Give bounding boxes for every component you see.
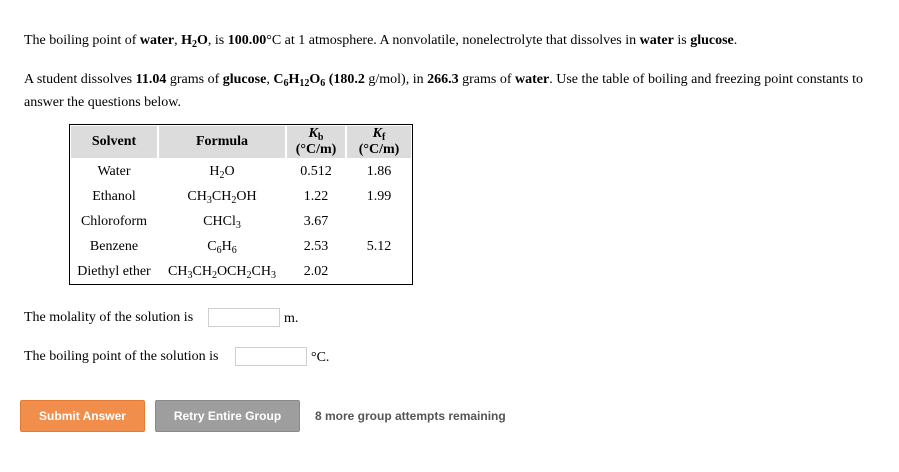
table-row (70, 209, 412, 234)
kf-value: 1.99 (366, 188, 392, 204)
glucose-formula: $C_6H_{12}O_6$ (180.2 (273, 72, 365, 89)
table-row (70, 259, 412, 284)
solvent-formula: $CH_3CH_2OH$ (187, 188, 257, 206)
submit-answer-button[interactable]: Submit Answer (20, 400, 145, 432)
kb-value: 3.67 (303, 213, 329, 229)
kf-value (346, 259, 412, 284)
table-header-row (70, 125, 412, 159)
molality-unit: m. (284, 311, 299, 326)
kf-value: 1.86 (366, 163, 392, 179)
kb-value: 2.53 (303, 238, 329, 254)
retry-group-button[interactable]: Retry Entire Group (155, 400, 300, 432)
boiling-point-unit: °C. (311, 350, 330, 365)
kb-value: 2.02 (303, 263, 329, 279)
header-kb: $K_b$ (°C/m) (286, 125, 346, 159)
molality-input[interactable] (208, 308, 280, 327)
solvent-name: Ethanol (92, 188, 136, 204)
water-formula: $H_2O$ (181, 33, 208, 50)
solute-mass: 11.04 (135, 72, 167, 87)
boiling-point-input[interactable] (235, 347, 307, 366)
table-row (70, 184, 412, 209)
header-kf: $K_f$ (°C/m) (346, 125, 412, 159)
solute-name: glucose (690, 33, 734, 48)
solvent-formula: CHCl$_3$ (203, 213, 241, 231)
header-formula: Formula (158, 125, 286, 159)
molality-question (24, 308, 299, 328)
solvent-name: Water (97, 163, 131, 179)
solvent-formula: $CH_3CH_2OCH_2CH_3$ (168, 263, 276, 281)
kb-value: 1.22 (303, 188, 329, 204)
solvent-name: Diethyl ether (77, 263, 151, 279)
table-row (70, 234, 412, 259)
question-intro: The boiling point of water, $H_2O$, is 100.00°C at 1 atmosphere. A nonvolatile, nonelectrolyte that dissolves in water is glucose. (24, 33, 738, 50)
boiling-point-value: 100.00 (227, 33, 267, 48)
table-row (70, 159, 412, 184)
solvent-formula: $H_2O$ (209, 163, 235, 181)
solvent-formula: $C_6H_6$ (207, 238, 237, 256)
solvent-name: Benzene (89, 238, 139, 254)
molality-label: The molality of the solution is (24, 310, 194, 325)
header-solvent: Solvent (70, 125, 158, 159)
boiling-point-label: The boiling point of the solution is (24, 349, 219, 364)
kb-value: 0.512 (300, 163, 332, 179)
question-body: A student dissolves 11.04 grams of glucose, $C_6H_{12}O_6$ (180.2 g/mol), in 266.3 grams of water. Use the table of boiling and freezing point constants to answer the questions below. (24, 72, 863, 110)
attempts-remaining: 8 more group attempts remaining (315, 409, 506, 423)
kf-value (346, 209, 412, 234)
solvent-name: Chloroform (80, 213, 148, 229)
constants-table (69, 124, 413, 285)
kf-value: 5.12 (366, 238, 392, 254)
bold-water: water (139, 33, 175, 48)
boiling-point-question (24, 347, 330, 367)
solvent-mass: 266.3 (427, 72, 459, 87)
